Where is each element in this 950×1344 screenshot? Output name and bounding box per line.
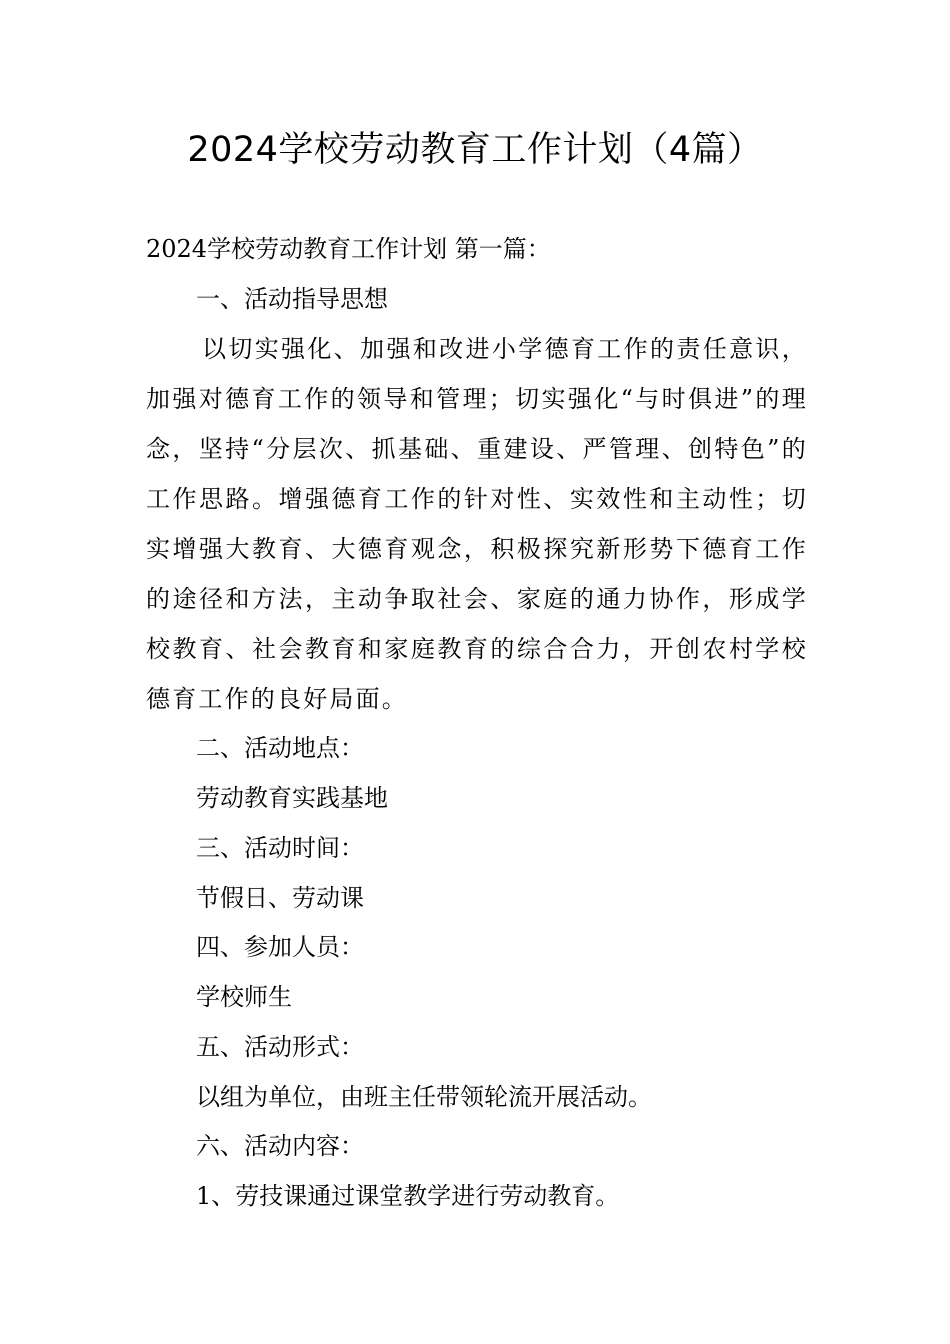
section-heading-participants: 四、参加人员： (196, 933, 364, 961)
section-heading-time: 三、活动时间： (196, 834, 364, 862)
part-one-subtitle: 2024学校劳动教育工作计划 第一篇： (146, 235, 551, 263)
section-content-time: 节假日、劳动课 (196, 884, 364, 912)
section-heading-guiding-thought: 一、活动指导思想 (196, 285, 388, 313)
section-content-item-1: 1、劳技课通过课堂教学进行劳动教育。 (196, 1182, 620, 1210)
document-title: 2024学校劳动教育工作计划（4篇） (187, 130, 763, 170)
section-content-location: 劳动教育实践基地 (196, 784, 388, 812)
section-content-format: 以组为单位，由班主任带领轮流开展活动。 (196, 1083, 652, 1111)
section-heading-format: 五、活动形式： (196, 1033, 364, 1061)
section-content-participants: 学校师生 (196, 983, 292, 1011)
section-heading-content: 六、活动内容： (196, 1132, 364, 1160)
guiding-thought-paragraph: 以切实强化、加强和改进小学德育工作的责任意识，加强对德育工作的领导和管理；切实强化“与时俱进”的理念，坚持“分层次、抓基础、重建设、严管理、创特色”的工作思路。增强德育工作的针对性、实效性和主动性；切实增强大教育、大德育观念，积极探究新形势下德育工作的途径和方法，主动争取社会、家庭的通力协作，形成学校教育、社会教育和家庭教育的综合合力，开创农村学校德育工作的良好局面。 (146, 335, 808, 713)
section-heading-location: 二、活动地点： (196, 734, 364, 762)
